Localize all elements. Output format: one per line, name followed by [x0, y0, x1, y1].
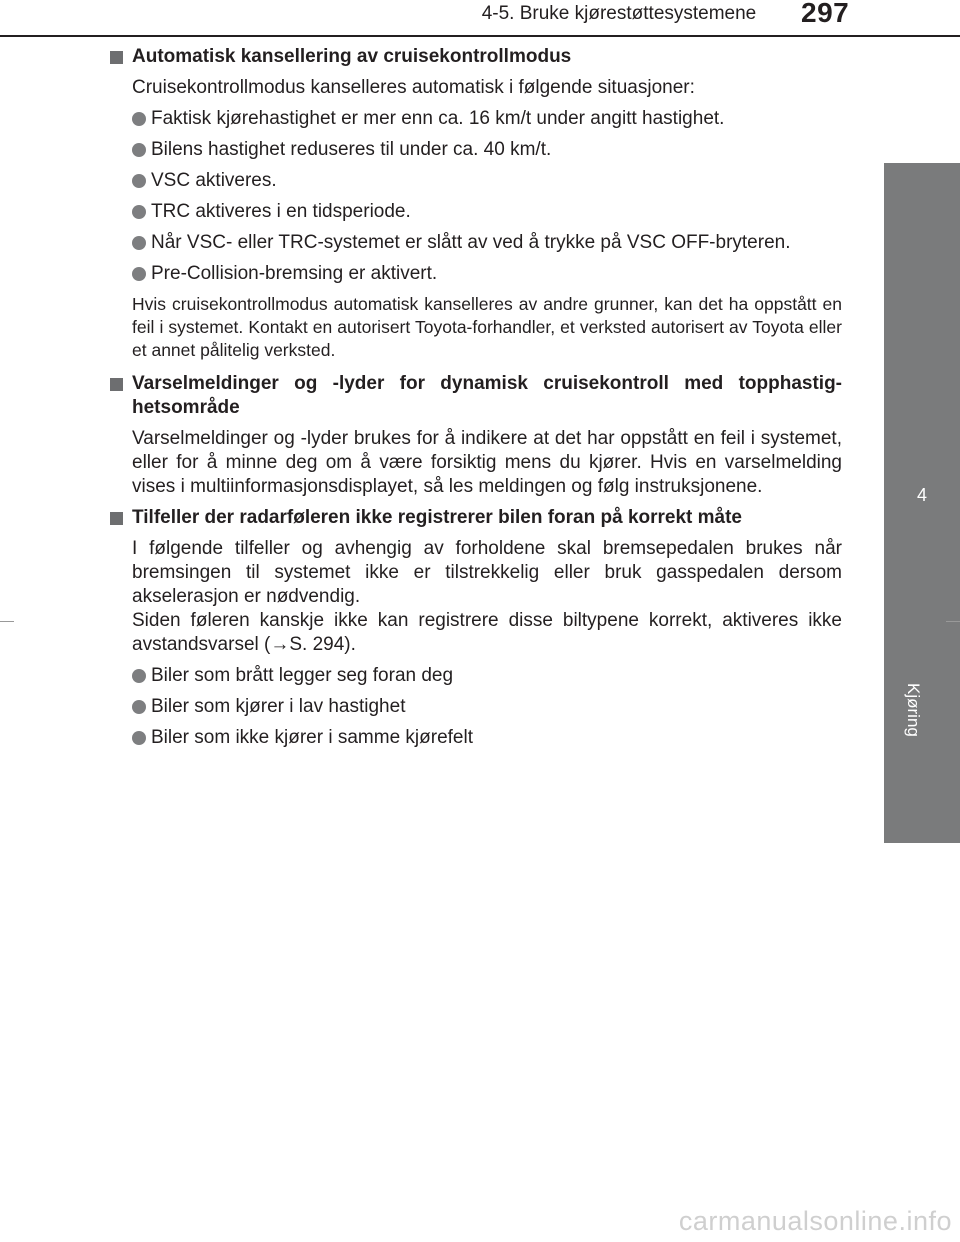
list-item-text: Pre-Collision-bremsing er aktivert.: [151, 263, 438, 284]
section-intro: Cruisekontrollmodus kanselleres automatisk i følgende situasjoner:: [132, 77, 695, 98]
bullet-icon: [132, 731, 146, 745]
section-body: Varselmeldinger og -lyder brukes for å indikere at det har oppstått en feil i systemet, eller for å minne deg om å være forsiktig mens du kjører. Hvis en varselmelding vises i multiinformasjonsdisplayet, så les meldingen og følg instruksjonene.: [132, 428, 842, 497]
section-radar-limitations: [110, 506, 842, 750]
section-title: Automatisk kansellering av cruisekontrollmodus: [132, 46, 572, 67]
bullet-icon: [132, 174, 146, 188]
section-marker-icon: [110, 51, 123, 64]
list-item: [132, 262, 842, 286]
list-item-text: Biler som kjører i lav hastighet: [151, 696, 406, 717]
section-marker-icon: [110, 378, 123, 391]
bullet-icon: [132, 236, 146, 250]
bullet-icon: [132, 112, 146, 126]
chapter-number: 4: [916, 485, 927, 505]
list-item: [132, 138, 842, 162]
list-item: [132, 107, 842, 131]
list-item: [132, 695, 842, 719]
list-item-text: Bilens hastighet reduseres til under ca. 40 km/t.: [151, 139, 552, 160]
list-item: [132, 726, 842, 750]
list-item: [132, 200, 842, 224]
bullet-icon: [132, 267, 146, 281]
chapter-side-tab: [884, 163, 960, 843]
bullet-icon: [132, 700, 146, 714]
section-body: I følgende tilfeller og avhengig av forholdene skal bremsepedalen brukes når bremsingen til systemet ikke er tilstrekkelig eller bruk gasspedalen dersom akselerasjon er nødvendig.: [132, 538, 842, 607]
list-item-text: Biler som brått legger seg foran deg: [151, 665, 454, 686]
section-title: Varselmeldinger og -lyder for dynamisk cruisekontroll med topphastig-hetsområde: [132, 373, 842, 418]
list-item-text: Faktisk kjørehastighet er mer enn ca. 16 km/t under angitt hastighet.: [151, 108, 725, 129]
page-content: [110, 45, 842, 757]
list-item-text: TRC aktiveres i en tidsperiode.: [151, 201, 411, 222]
bullet-icon: [132, 669, 146, 683]
watermark: carmanualsonline.info: [678, 1206, 952, 1236]
section-body: Siden føleren kanskje ikke kan registrere disse biltypene korrekt, aktiveres ikke avstandsvarsel (→S. 294).: [132, 610, 842, 655]
chapter-label: Kjøring: [904, 683, 923, 737]
header-rule: [0, 35, 960, 37]
list-item: [132, 169, 842, 193]
page-number: 297: [801, 0, 850, 28]
section-marker-icon: [110, 512, 123, 525]
section-title: Tilfeller der radarføleren ikke registrerer bilen foran på korrekt måte: [132, 507, 743, 528]
crop-mark-right: [946, 621, 960, 622]
list-item-text: Når VSC- eller TRC-systemet er slått av ved å trykke på VSC OFF-bryteren.: [151, 232, 791, 253]
list-item-text: Biler som ikke kjører i samme kjørefelt: [151, 727, 473, 748]
list-item: [132, 664, 842, 688]
bullet-icon: [132, 205, 146, 219]
list-item: [132, 231, 842, 255]
list-item-text: VSC aktiveres.: [151, 170, 277, 191]
section-warnings: [110, 372, 842, 499]
crop-mark-left: [0, 621, 14, 622]
section-note: Hvis cruisekontrollmodus automatisk kanselleres av andre grunner, kan det ha oppstått en feil i systemet. Kontakt en autorisert Toyota-forhandler, et verksted autorisert av Toyota eller et annet pålitelig verksted.: [132, 294, 842, 360]
running-header-title: 4-5. Bruke kjørestøttesystemene: [481, 3, 757, 24]
bullet-icon: [132, 143, 146, 157]
section-auto-cancel: [110, 45, 842, 362]
